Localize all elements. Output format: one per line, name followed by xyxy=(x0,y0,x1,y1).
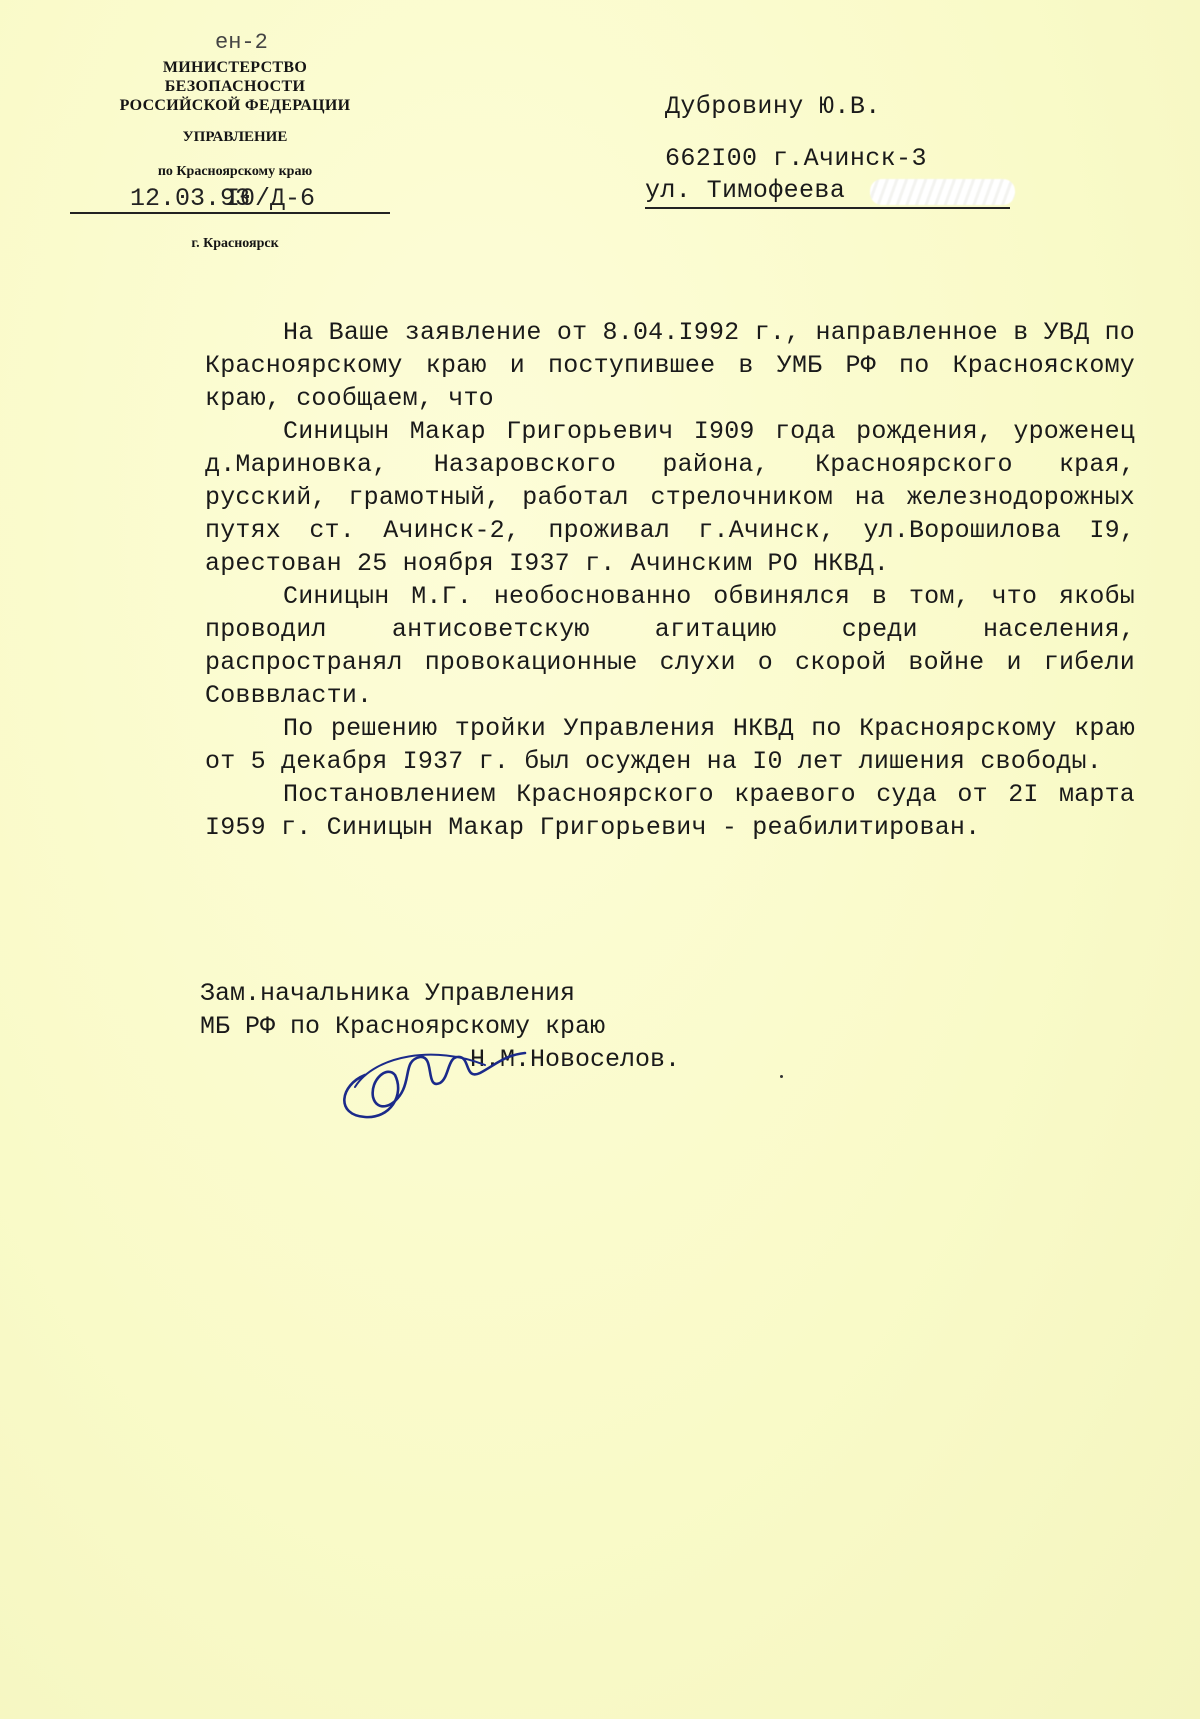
signer-position-line-2: МБ РФ по Красноярскому краю xyxy=(200,1012,606,1041)
letter-body xyxy=(205,316,1135,844)
registration-line xyxy=(70,182,390,214)
ministry-line-3: РОССИЙСКОЙ ФЕДЕРАЦИИ xyxy=(119,97,351,114)
ministry-line-2: БЕЗОПАСНОСТИ xyxy=(164,78,306,95)
ink-dot xyxy=(780,1075,783,1078)
redacted-area xyxy=(870,179,1015,205)
handwritten-signature xyxy=(335,1035,535,1125)
body-paragraph: Синицын М.Г. необоснованно обвинялся в том, что якобы проводил антисоветскую агитацию среди населения, распространял провокационные слухи о скорой войне и гибели Совввласти. xyxy=(205,582,1135,710)
addressee-block xyxy=(645,92,1010,209)
body-paragraph: По решению тройки Управления НКВД по Красноярскому краю от 5 декабря I937 г. был осужден на I0 лет лишения свободы. xyxy=(205,714,1135,776)
body-paragraph: На Ваше заявление от 8.04.I992 г., направленное в УВД по Красноярскому краю и поступившее в УМБ РФ по Краснояскому краю, сообщаем, что xyxy=(205,318,1135,413)
letterhead-stamp xyxy=(90,30,380,252)
ministry-line-1: МИНИСТЕРСТВО xyxy=(162,59,308,76)
addressee-name: Дубровину Ю.В. xyxy=(665,92,881,121)
registration-number: I0/Д-6 xyxy=(225,184,316,213)
ministry-title xyxy=(90,58,380,115)
region-title: по Красноярскому краю xyxy=(157,164,313,179)
addressee-postal: 662I00 г.Ачинск-3 xyxy=(665,144,927,173)
department-title: УПРАВЛЕНИЕ xyxy=(182,129,288,145)
registration-date: 12.03.93 xyxy=(130,184,251,213)
body-paragraph: Постановлением Красноярского краевого суда от 2I марта I959 г. Синицын Макар Григорьевич - реабилитирован. xyxy=(205,780,1135,842)
body-paragraph: Синицын Макар Григорьевич I909 года рождения, уроженец д.Мариновка, Назаровского района, Красноярского края, русский, грамотный, работал стрелочником на железнодорожных путях ст. Ачинск-2, проживал г.Ачинск, ул.Ворошилова I9, арестован 25 ноября I937 г. Ачинским РО НКВД. xyxy=(205,417,1135,578)
document-code: ен-2 xyxy=(215,30,268,55)
addressee-street-line xyxy=(645,175,1010,209)
city-label: г. Красноярск xyxy=(191,236,279,251)
signer-position-line-1: Зам.начальника Управления xyxy=(200,979,576,1008)
signer-name: Н.М.Новоселов. xyxy=(470,1045,681,1074)
addressee-street: ул. Тимофеева xyxy=(645,176,846,205)
